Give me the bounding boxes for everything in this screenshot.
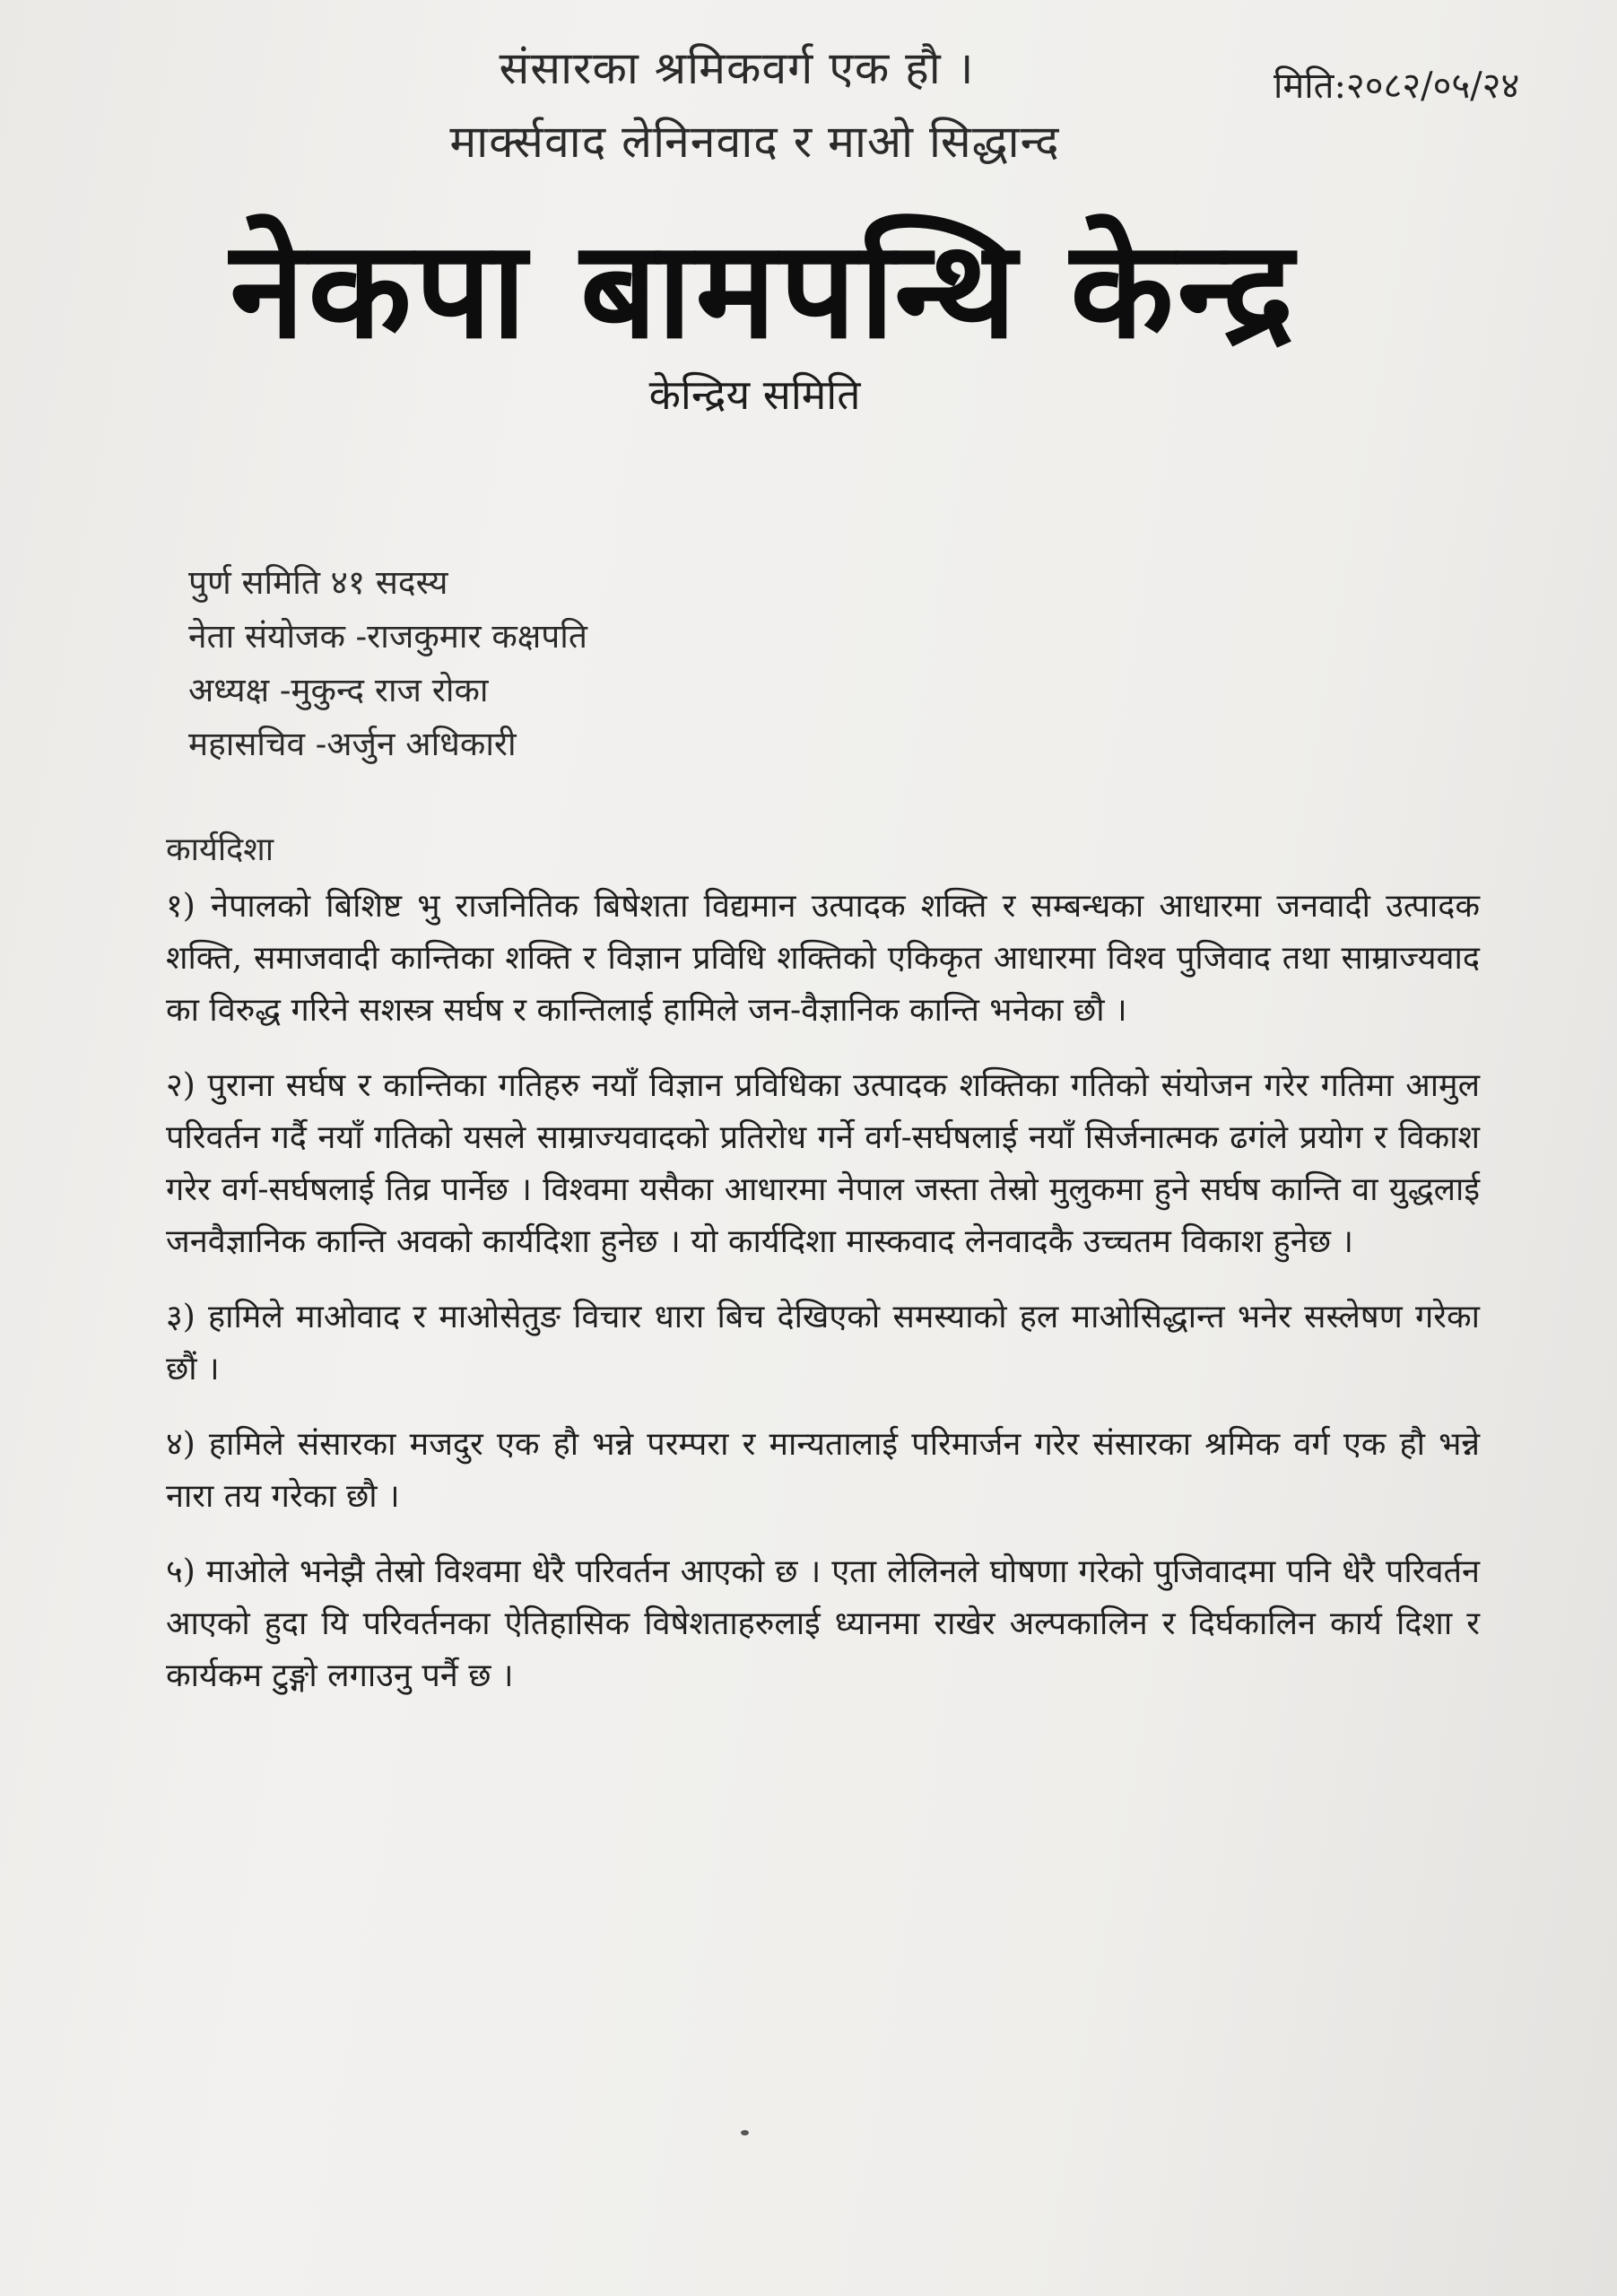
slogan-line-2: मार्क्सवाद लेनिनवाद र माओ सिद्धान्द [449,116,1060,168]
working-direction-section [166,825,1480,1726]
paper-speck [741,2130,749,2135]
info-line-leader-coordinator: नेता संयोजक -राजकुमार कक्षपति [188,617,587,656]
info-line-full-committee: पुर्ण समिति ४१ सदस्य [188,563,448,602]
direction-point-2: २) पुराना सर्घष र कान्तिका गतिहरु नयाँ विज्ञान प्रविधिका उत्पादक शक्तिका गतिको संयोजन गरेर गतिमा आमुल परिवर्तन गर्दै नयाँ गतिको यसले साम्राज्यवादको प्रतिरोध गर्ने वर्ग-सर्घषलाई नयाँ सिर्जनात्मक ढगंले प्रयोग र विकाश गरेर वर्ग-सर्घषलाई तिव्र पार्नेछ । विश्वमा यसैका आधारमा नेपाल जस्ता तेस्रो मुलुकमा हुने सर्घष कान्ति वा युद्धलाई जनवैज्ञानिक कान्ति अवको कार्यदिशा हुनेछ । यो कार्यदिशा मास्कवाद लेनवादकै उच्चतम विकाश हुनेछ । [166,1067,1480,1260]
slogan-line-1: संसारका श्रमिकवर्ग एक हौ । [499,42,975,94]
party-name-title: नेकपा बामपन्थि केन्द्र [230,213,1298,369]
document-date: मिति:२०८२/०५/२४ [1274,65,1520,107]
info-line-general-secretary: महासचिव -अर्जुन अधिकारी [188,725,517,763]
committee-subtitle: केन्द्रिय समिति [648,370,861,419]
committee-info [188,556,1085,771]
direction-point-3: ३) हामिले माओवाद र माओसेतुङ विचार धारा बिच देखिएको समस्याको हल माओसिद्धान्त भनेर सस्लेषण गरेका छौं । [166,1299,1480,1387]
direction-point-4: ४) हामिले संसारका मजदुर एक हौ भन्ने परम्परा र मान्यतालाई परिमार्जन गरेर संसारका श्रमिक वर्ग एक हौ भन्ने नारा तय गरेका छौ । [166,1426,1480,1515]
direction-point-5: ५) माओले भनेझै तेस्रो विश्वमा धेरै परिवर्तन आएको छ । एता लेलिनले घोषणा गरेको पुजिवादमा पनि धेरै परिवर्तन आएको हुदा यि परिवर्तनका ऐतिहासिक विषेशताहरुलाई ध्यानमा राखेर अल्पकालिन र दिर्घकालिन कार्य दिशा र कार्यकम टुङ्गो लगाउनु पर्नै छ । [166,1553,1480,1694]
section-heading: कार्यदिशा [166,831,274,868]
info-line-chairman: अध्यक्ष -मुकुन्द राज रोका [188,671,489,709]
direction-point-1: १) नेपालको बिशिष्ट भु राजनितिक बिषेशता विद्यमान उत्पादक शक्ति र सम्बन्धका आधारमा जनवादी उत्पादक शक्ति, समाजवादी कान्तिका शक्ति र विज्ञान प्रविधि शक्तिको एकिकृत आधारमा विश्व पुजिवाद तथा साम्राज्यवाद का विरुद्ध गरिने सशस्त्र सर्घष र कान्तिलाई हामिले जन-वैज्ञानिक कान्ति भनेका छौ । [166,888,1480,1029]
